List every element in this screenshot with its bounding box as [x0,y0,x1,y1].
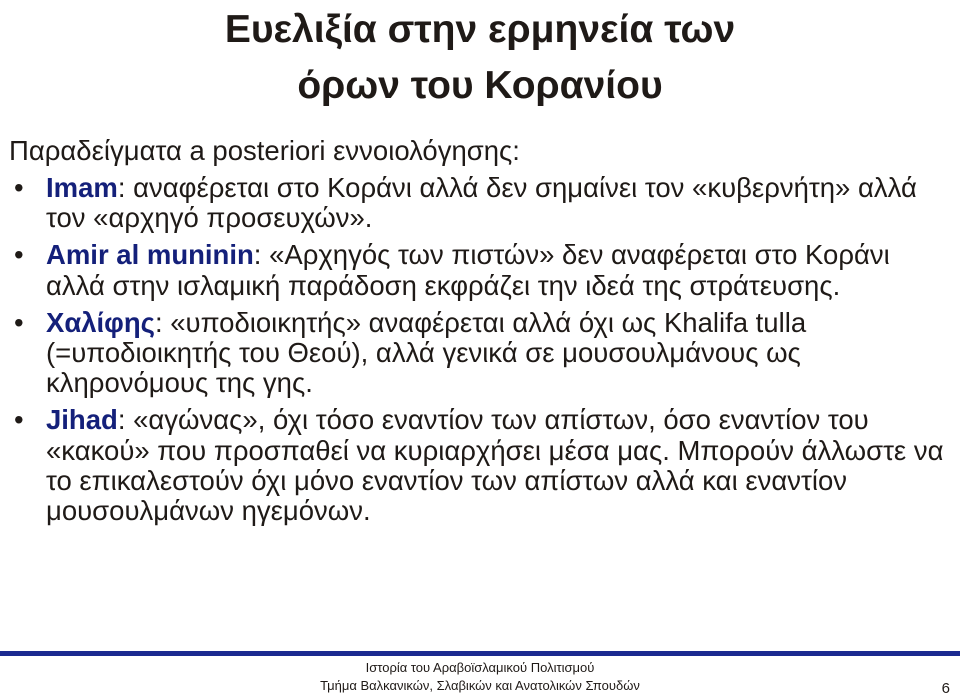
bullet-list [14,173,949,533]
bullet-icon: • [14,306,24,338]
bullet-icon: • [14,239,24,271]
bullet-term: Imam [46,172,118,203]
bullet-text: : «υποδιοικητής» αναφέρεται αλλά όχι ως Khalifa tulla (=υποδιοικητής του Θεού), αλλά γενικά σε μουσουλμάνους ως κληρονόμους της γης. [46,306,807,399]
footer-department: Τμήμα Βαλκανικών, Σλαβικών και Ανατολικών Σπουδών [320,678,640,693]
bullet-term: Χαλίφης [46,306,155,338]
slide-title-line-1: Ευελιξία στην ερμηνεία των [224,8,736,51]
bullet-item-amir [14,240,949,300]
bullet-term: Amir al muninin [46,239,254,271]
bullet-term: Jihad [46,404,118,436]
bullet-text: : «Αρχηγός των πιστών» δεν αναφέρεται στο Κοράνι αλλά στην ισλαμική παράδοση εκφράζει την ιδεά της στράτευσης. [46,239,890,301]
slide-title [0,2,960,114]
bullet-icon: • [14,404,24,436]
bullet-icon: • [14,172,24,203]
bullet-item-jihad [14,405,949,526]
bullet-item-imam [14,173,949,233]
bullet-text: : «αγώνας», όχι τόσο εναντίον των απίστων, όσο εναντίον του «κακού» που προσπαθεί να κυριαρχήσει μέσα μας. Μπορούν άλλωστε να το επικαλεστούν όχι μόνο εναντίον των απίστων αλλά και εναντίον μουσουλμάνων ηγεμόνων. [46,404,944,527]
bullet-item-khalifa [14,308,949,399]
intro-text: Παραδείγματα a posteriori εννοιολόγησης: [9,135,520,166]
footer-course-title: Ιστορία του Αραβοϊσλαμικού Πολιτισμού [365,660,595,675]
slide-title-line-2: όρων του Κορανίου [297,64,663,107]
page-number: 6 [941,680,950,697]
bullet-text: : αναφέρεται στο Κοράνι αλλά δεν σημαίνει τον «κυβερνήτη» αλλά τον «αρχηγό προσευχών». [46,172,917,234]
footer-divider [0,651,960,656]
